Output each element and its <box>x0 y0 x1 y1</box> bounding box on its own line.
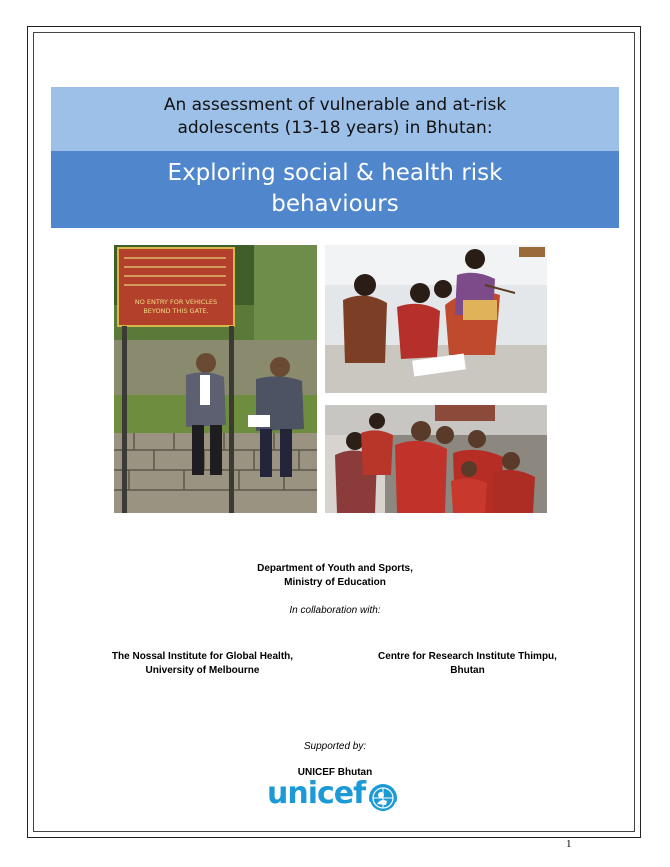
unicef-wordmark: unicef <box>267 776 366 811</box>
title-band <box>51 87 619 151</box>
partner-centre-research <box>355 650 580 678</box>
unicef-logo <box>267 776 407 816</box>
partner-centre-line-1: Centre for Research Institute Thimpu, <box>378 651 557 662</box>
page-number: 1 <box>566 838 572 850</box>
partner-centre-line-2: Bhutan <box>450 665 485 676</box>
supporter-name: UNICEF Bhutan <box>297 767 373 778</box>
department-block <box>150 562 520 590</box>
photo-boys-on-wall <box>114 245 317 513</box>
subtitle-line-2: behaviours <box>271 191 399 217</box>
title-line-1: An assessment of vulnerable and at-risk <box>163 95 507 115</box>
supported-label: Supported by: <box>303 741 367 752</box>
subtitle-line-1: Exploring social & health risk <box>167 160 503 186</box>
title-line-2: adolescents (13-18 years) in Bhutan: <box>177 118 493 138</box>
photo-young-monks <box>325 405 547 513</box>
department-line-1: Department of Youth and Sports, <box>257 563 413 574</box>
sign-text-2: BEYOND THIS GATE. <box>143 307 209 315</box>
partner-nossal <box>90 650 315 678</box>
subtitle-band <box>51 151 619 228</box>
partner-nossal-line-2: University of Melbourne <box>145 665 260 676</box>
unicef-emblem-icon <box>367 782 399 814</box>
photo-group-reading <box>325 245 547 393</box>
department-line-2: Ministry of Education <box>284 577 386 588</box>
collaboration-label: In collaboration with: <box>289 605 381 616</box>
sign-text-1: NO ENTRY FOR VEHICLES <box>134 298 218 306</box>
partner-nossal-line-1: The Nossal Institute for Global Health, <box>111 651 294 662</box>
